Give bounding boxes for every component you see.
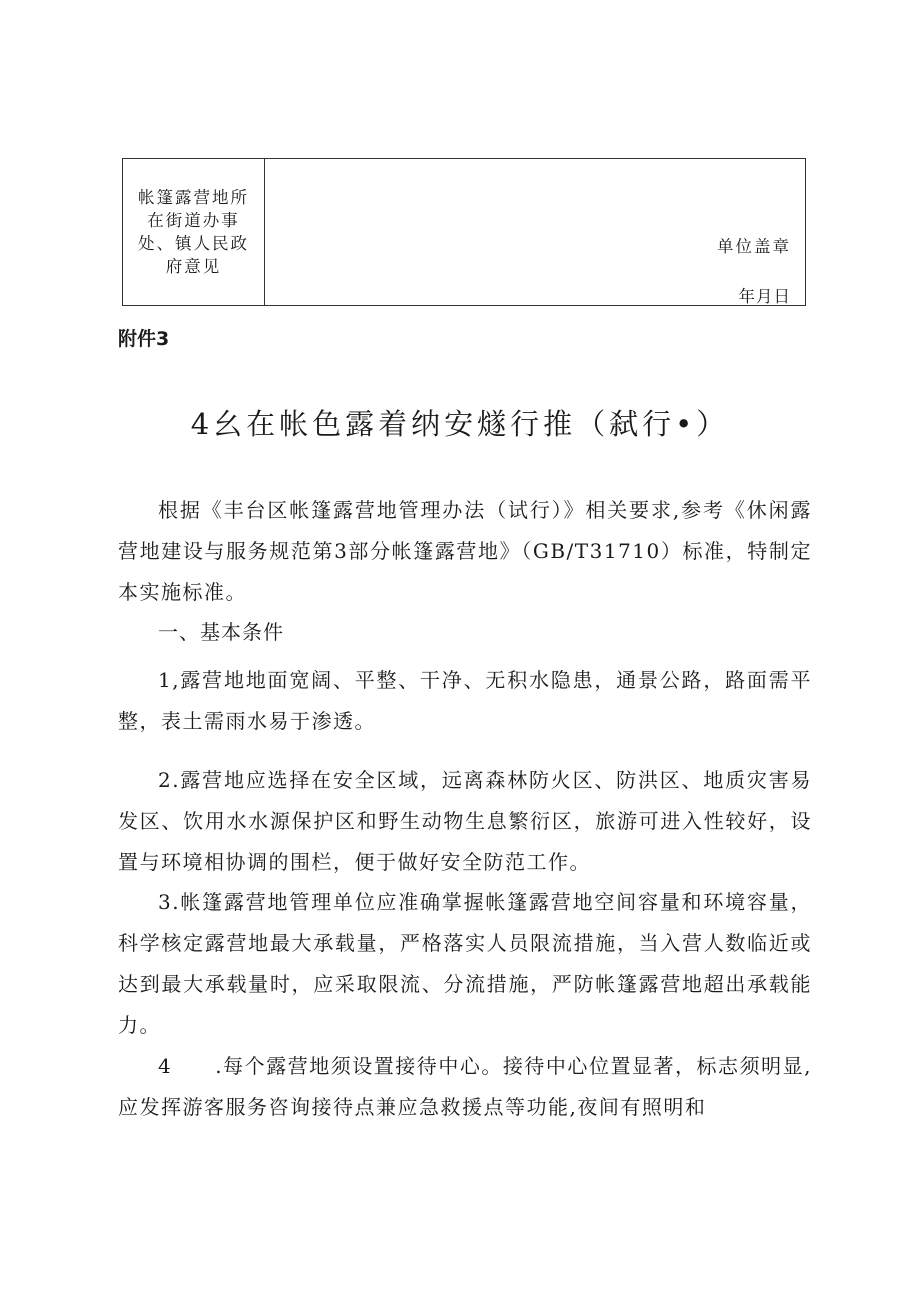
opinion-cell: [265, 159, 805, 305]
section-heading: 一、基本条件: [158, 620, 284, 644]
document-title: 4幺在帐色露着纳安燧行推（弑行•）: [190, 407, 730, 441]
item-paragraph-4: 4 .每个露营地须设置接待中心。接待中心位置显著，标志须明显,应发挥游客服务咨询接待点兼应急救援点等功能,夜间有照明和: [118, 1054, 812, 1119]
item-paragraph-2: 2.露营地应选择在安全区域，远离森林防火区、防洪区、地质灾害易发区、饮用水水源保护区和野生动物生息繁衍区，旅游可进入性较好，设置与环境相协调的围栏，便于做好安全防范工作。: [118, 768, 812, 874]
attachment-label: 附件3: [118, 328, 170, 350]
date-label: 年月日: [738, 287, 791, 306]
opinion-label: 帐篷露营地所在街道办事处、镇人民政府意见: [123, 159, 265, 305]
item-paragraph-3: 3.帐篷露营地管理单位应准确掌握帐篷露营地空间容量和环境容量，科学核定露营地最大承载量，严格落实人员限流措施，当入营人数临近或达到最大承载量时，应采取限流、分流措施，严防帐篷露营地超出承载能力。: [118, 890, 812, 1037]
item-paragraph-1: 1,露营地地面宽阔、平整、干净、无积水隐患，通景公路，路面需平整，表土需雨水易于渗透。: [118, 668, 812, 733]
intro-paragraph: 根据《丰台区帐篷露营地管理办法（试行）》相关要求,参考《休闲露营地建设与服务规范第3部分帐篷露营地》（GB/T31710）标准，特制定本实施标准。: [118, 498, 812, 604]
opinion-table: [122, 158, 806, 306]
stamp-label: 单位盖章: [717, 237, 791, 256]
